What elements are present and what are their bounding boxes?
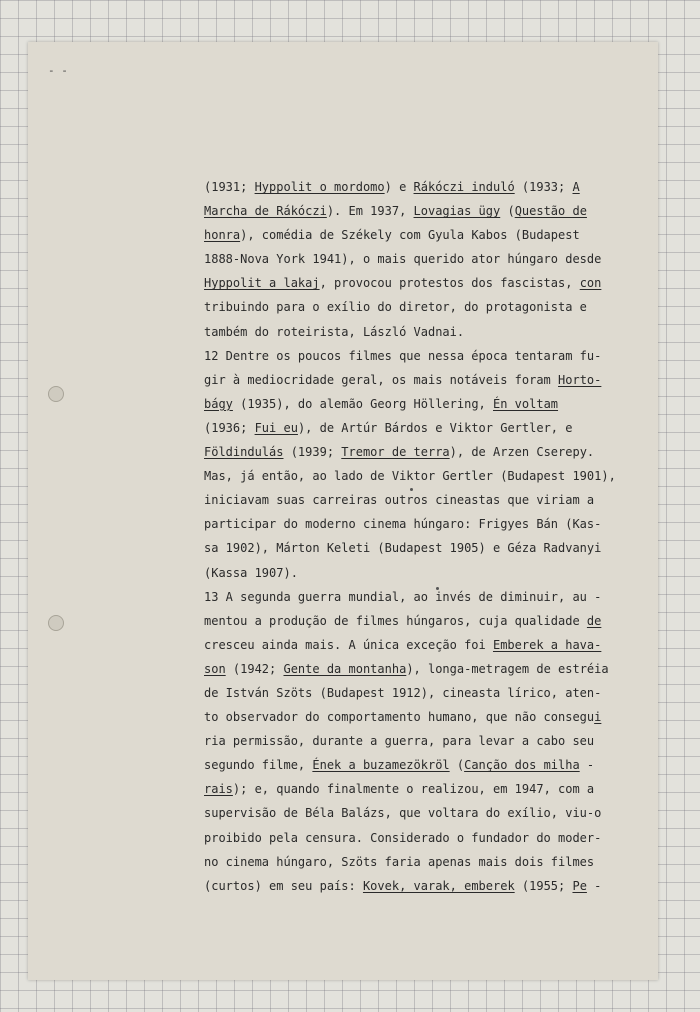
text-run: (curtos) em seu país: <box>204 878 363 893</box>
text-line <box>204 777 649 801</box>
text-run: ); e, quando finalmente o realizou, em 1947, com a <box>232 782 595 797</box>
text-line <box>204 368 649 392</box>
text-run: ), comédia de Székely com Gyula Kabos (Budapest <box>240 228 580 243</box>
text-line <box>204 344 649 368</box>
text-run: participar do moderno cinema húngaro: Frigyes Bán (Kas- <box>204 517 602 532</box>
text-run: proibido pela censura. Considerado o fundador do moder- <box>204 830 602 845</box>
text-run: ). Em 1937, <box>326 204 414 219</box>
text-line <box>204 681 649 705</box>
underlined-title: bágy <box>204 396 233 411</box>
text-run: (1935), do alemão Georg Höllering, <box>232 396 493 411</box>
typed-text <box>204 175 649 898</box>
text-run: - <box>579 758 595 773</box>
underlined-title: Én voltam <box>493 396 559 411</box>
underlined-title: Questão de <box>514 204 587 219</box>
underlined-title: son <box>204 661 226 676</box>
text-run: (1955; <box>514 878 573 893</box>
text-line <box>204 223 649 247</box>
text-run: supervisão de Béla Balázs, que voltara do exílio, viu-o <box>204 806 602 821</box>
text-line <box>204 416 649 440</box>
text-run: ( <box>449 758 465 773</box>
text-run: iniciavam suas carreiras outros cineastas que viriam a <box>204 493 595 508</box>
underlined-title: Gente da montanha <box>283 661 407 676</box>
underlined-title: Tremor de terra <box>341 445 450 460</box>
text-run: ), de Artúr Bárdos e Viktor Gertler, e <box>297 420 573 435</box>
underlined-title: Ének a buzamezökröl <box>312 758 450 773</box>
text-run: mentou a produção de filmes húngaros, cuja qualidade <box>204 613 587 628</box>
text-run: 1888-Nova York 1941), o mais querido ator húngaro desde <box>204 252 602 267</box>
underlined-title: honra <box>204 228 241 243</box>
text-line <box>204 247 649 271</box>
text-line <box>204 633 649 657</box>
text-line <box>204 464 649 488</box>
text-line <box>204 561 649 585</box>
underlined-title: Földindulás <box>204 445 284 460</box>
underlined-title: de <box>586 613 602 628</box>
text-run: (1942; <box>225 661 284 676</box>
text-run: também do roteirista, László Vadnai. <box>204 324 465 339</box>
text-run: to observador do comportamento humano, que não consegu <box>204 710 595 725</box>
text-run: sa 1902), Márton Keleti (Budapest 1905) e Géza Radvanyi <box>204 541 602 556</box>
text-line <box>204 850 649 874</box>
text-run: de István Szöts (Budapest 1912), cineasta lírico, aten- <box>204 685 602 700</box>
underlined-title: rais <box>204 782 233 797</box>
text-line <box>204 705 649 729</box>
text-run: cresceu ainda mais. A única exceção foi <box>204 637 493 652</box>
underlined-title: Horto- <box>558 372 602 387</box>
text-line <box>204 199 649 223</box>
text-run: , provocou protestos dos fascistas, <box>319 276 580 291</box>
text-run: - <box>586 878 602 893</box>
text-run: (1931; <box>204 180 255 194</box>
text-line <box>204 753 649 777</box>
text-line <box>204 585 649 609</box>
text-run: ria permissão, durante a guerra, para levar a cabo seu <box>204 734 595 749</box>
text-run: 13 A segunda guerra mundial, ao invés de diminuir, au - <box>204 589 602 604</box>
underlined-title: Pe <box>572 878 587 893</box>
text-run: ), de Arzen Cserepy. <box>449 445 595 460</box>
punch-hole-bottom <box>48 615 64 631</box>
text-line <box>204 609 649 633</box>
underlined-title: Emberek a hava- <box>492 637 602 652</box>
typed-page <box>28 42 658 980</box>
text-run: 12 Dentre os poucos filmes que nessa época tentaram fu- <box>204 348 602 363</box>
underlined-title: Kovek, varak, emberek <box>362 878 515 893</box>
text-line <box>204 729 649 753</box>
text-line <box>204 874 649 898</box>
underlined-title: Hyppolit o mordomo <box>254 180 385 194</box>
text-run: ), longa-metragem de estréia <box>406 661 609 676</box>
text-line <box>204 536 649 560</box>
underlined-title: Lovagias ügy <box>413 204 501 219</box>
text-run: gir à mediocridade geral, os mais notáveis foram <box>204 372 559 387</box>
text-line <box>204 271 649 295</box>
page-corner-mark: - - <box>48 64 68 77</box>
text-line <box>204 175 649 199</box>
text-line <box>204 320 649 344</box>
text-run: (Kassa 1907). <box>204 565 298 580</box>
text-run: Mas, já então, ao lado de Viktor Gertler (Budapest 1901), <box>204 469 616 484</box>
text-line <box>204 392 649 416</box>
underlined-title: con <box>579 276 602 291</box>
text-run: segundo filme, <box>204 758 313 773</box>
underlined-title: i <box>594 710 602 725</box>
text-run: (1936; <box>204 420 255 435</box>
text-run: (1933; <box>514 180 573 194</box>
underlined-title: A <box>572 180 580 194</box>
text-line <box>204 801 649 825</box>
text-line <box>204 440 649 464</box>
text-run: (1939; <box>283 445 342 460</box>
underlined-title: Hyppolit a lakaj <box>204 276 320 291</box>
punch-hole-top <box>48 386 64 402</box>
text-run: ( <box>500 204 515 219</box>
text-line <box>204 295 649 319</box>
text-line <box>204 657 649 681</box>
underlined-title: Rákóczi induló <box>413 180 515 194</box>
text-run: ) e <box>384 180 414 194</box>
text-run: no cinema húngaro, Szöts faria apenas mais dois filmes <box>204 854 595 869</box>
text-line <box>204 488 649 512</box>
text-run: tribuindo para o exílio do diretor, do protagonista e <box>204 300 587 315</box>
underlined-title: Canção dos milha <box>464 758 580 773</box>
text-line <box>204 512 649 536</box>
text-line <box>204 826 649 850</box>
underlined-title: Fui eu <box>254 420 298 435</box>
underlined-title: Marcha de Rákóczi <box>204 204 327 219</box>
